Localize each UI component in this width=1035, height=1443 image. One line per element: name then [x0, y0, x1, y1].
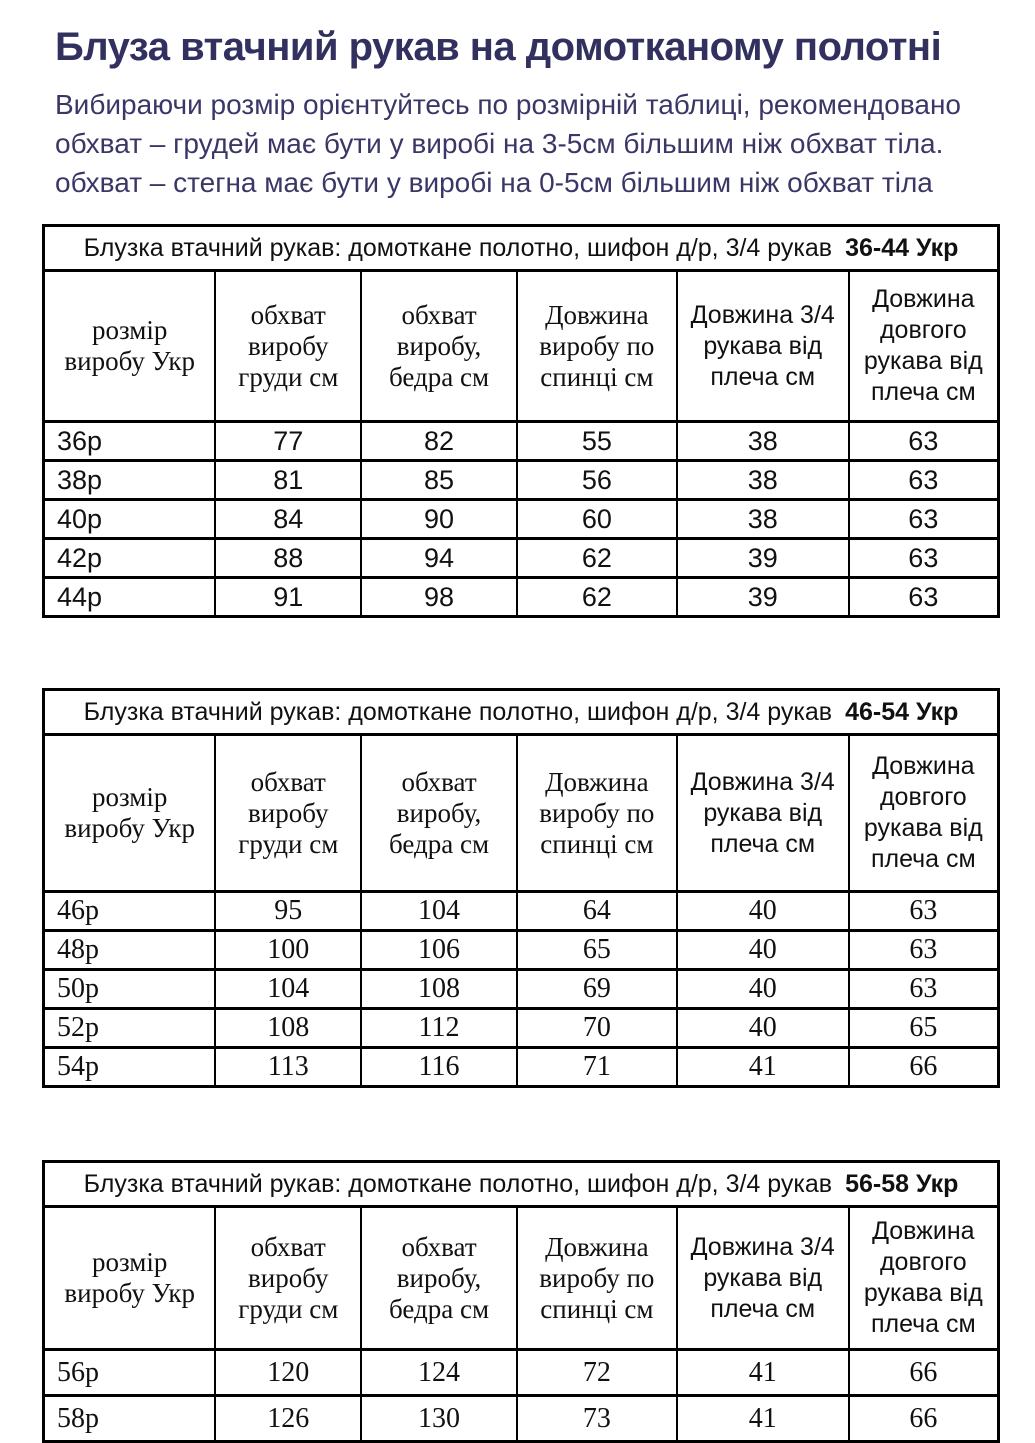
- long-sleeve-cell: 65: [849, 1009, 999, 1048]
- caption-size-range: 46-54 Укр: [845, 697, 959, 726]
- size-cell: 44р: [44, 578, 216, 617]
- sleeve-34-cell: 39: [677, 578, 849, 617]
- table-caption: [44, 690, 999, 735]
- size-cell: 48р: [44, 931, 216, 970]
- long-sleeve-cell: 63: [849, 970, 999, 1009]
- back-length-cell: 64: [517, 892, 677, 931]
- long-sleeve-cell: 63: [849, 892, 999, 931]
- back-length-cell: 71: [517, 1048, 677, 1087]
- column-header-hips: обхват виробу, бедра см: [361, 1207, 517, 1350]
- intro-text: [55, 85, 1005, 202]
- chest-cell: 108: [215, 1009, 361, 1048]
- size-table-56-58: [42, 1160, 1000, 1443]
- back-length-cell: 70: [517, 1009, 677, 1048]
- column-header-long-sleeve: Довжина довгого рукава від плеча см: [849, 271, 999, 422]
- table-caption-row: [44, 226, 999, 271]
- column-header-sleeve-34: Довжина 3/4 рукава від плеча см: [677, 271, 849, 422]
- column-header-long-sleeve: Довжина довгого рукава від плеча см: [849, 735, 999, 892]
- column-header-back-length: Довжина виробу по спинці см: [517, 271, 677, 422]
- chest-cell: 88: [215, 539, 361, 578]
- table-caption-row: [44, 1162, 999, 1207]
- size-table-36-44: [42, 224, 1000, 618]
- intro-line-2: обхват – грудей має бути у виробі на 3-5см більшим ніж обхват тіла.: [55, 128, 944, 159]
- sleeve-34-cell: 40: [677, 892, 849, 931]
- column-header-long-sleeve: Довжина довгого рукава від плеча см: [849, 1207, 999, 1350]
- hips-cell: 116: [361, 1048, 517, 1087]
- chest-cell: 126: [215, 1396, 361, 1442]
- table-row: [44, 1009, 999, 1048]
- size-cell: 40р: [44, 500, 216, 539]
- hips-cell: 98: [361, 578, 517, 617]
- size-cell: 38р: [44, 461, 216, 500]
- hips-cell: 90: [361, 500, 517, 539]
- size-cell: 50р: [44, 970, 216, 1009]
- column-header-size: розмір виробу Укр: [44, 1207, 216, 1350]
- column-header-hips: обхват виробу, бедра см: [361, 735, 517, 892]
- sleeve-34-cell: 38: [677, 500, 849, 539]
- column-header-chest: обхват виробу груди см: [215, 1207, 361, 1350]
- table-row: [44, 500, 999, 539]
- long-sleeve-cell: 63: [849, 578, 999, 617]
- hips-cell: 106: [361, 931, 517, 970]
- caption-text: Блузка втачний рукав: домоткане полотно, шифон д/р, 3/4 рукав: [83, 1169, 833, 1198]
- table-row: [44, 1350, 999, 1396]
- table-row: [44, 422, 999, 461]
- chest-cell: 104: [215, 970, 361, 1009]
- sleeve-34-cell: 38: [677, 461, 849, 500]
- chest-cell: 113: [215, 1048, 361, 1087]
- column-header-size: розмір виробу Укр: [44, 735, 216, 892]
- column-header-size: розмір виробу Укр: [44, 271, 216, 422]
- table-row: [44, 931, 999, 970]
- intro-line-3: обхват – стегна має бути у виробі на 0-5см більшим ніж обхват тіла: [55, 167, 933, 198]
- column-header-chest: обхват виробу груди см: [215, 735, 361, 892]
- back-length-cell: 73: [517, 1396, 677, 1442]
- hips-cell: 112: [361, 1009, 517, 1048]
- hips-cell: 124: [361, 1350, 517, 1396]
- long-sleeve-cell: 63: [849, 931, 999, 970]
- column-header-hips: обхват виробу, бедра см: [361, 271, 517, 422]
- sleeve-34-cell: 41: [677, 1048, 849, 1087]
- sleeve-34-cell: 40: [677, 931, 849, 970]
- page-title: Блуза втачний рукав на домотканому полотні: [55, 25, 942, 69]
- sleeve-34-cell: 41: [677, 1396, 849, 1442]
- hips-cell: 85: [361, 461, 517, 500]
- table-row: [44, 1396, 999, 1442]
- back-length-cell: 62: [517, 539, 677, 578]
- long-sleeve-cell: 63: [849, 461, 999, 500]
- hips-cell: 94: [361, 539, 517, 578]
- caption-size-range: 56-58 Укр: [845, 1169, 959, 1198]
- table-row: [44, 970, 999, 1009]
- back-length-cell: 56: [517, 461, 677, 500]
- hips-cell: 82: [361, 422, 517, 461]
- long-sleeve-cell: 63: [849, 500, 999, 539]
- column-header-sleeve-34: Довжина 3/4 рукава від плеча см: [677, 1207, 849, 1350]
- table-row: [44, 461, 999, 500]
- sleeve-34-cell: 40: [677, 970, 849, 1009]
- table-caption: [44, 226, 999, 271]
- table-caption: [44, 1162, 999, 1207]
- table-row: [44, 539, 999, 578]
- table-header-row: [44, 735, 999, 892]
- column-header-chest: обхват виробу груди см: [215, 271, 361, 422]
- long-sleeve-cell: 66: [849, 1048, 999, 1087]
- sleeve-34-cell: 41: [677, 1350, 849, 1396]
- hips-cell: 104: [361, 892, 517, 931]
- caption-size-range: 36-44 Укр: [845, 233, 959, 262]
- back-length-cell: 65: [517, 931, 677, 970]
- back-length-cell: 55: [517, 422, 677, 461]
- table-row: [44, 1048, 999, 1087]
- long-sleeve-cell: 63: [849, 422, 999, 461]
- long-sleeve-cell: 66: [849, 1396, 999, 1442]
- back-length-cell: 60: [517, 500, 677, 539]
- column-header-sleeve-34: Довжина 3/4 рукава від плеча см: [677, 735, 849, 892]
- chest-cell: 100: [215, 931, 361, 970]
- caption-text: Блузка втачний рукав: домоткане полотно, шифон д/р, 3/4 рукав: [83, 233, 833, 262]
- table-row: [44, 892, 999, 931]
- column-header-back-length: Довжина виробу по спинці см: [517, 735, 677, 892]
- chest-cell: 95: [215, 892, 361, 931]
- long-sleeve-cell: 66: [849, 1350, 999, 1396]
- hips-cell: 130: [361, 1396, 517, 1442]
- intro-line-1: Вибираючи розмір орієнтуйтесь по розмірній таблиці, рекомендовано: [55, 89, 961, 120]
- hips-cell: 108: [361, 970, 517, 1009]
- chest-cell: 84: [215, 500, 361, 539]
- size-cell: 52р: [44, 1009, 216, 1048]
- table-row: [44, 578, 999, 617]
- sleeve-34-cell: 40: [677, 1009, 849, 1048]
- back-length-cell: 69: [517, 970, 677, 1009]
- sleeve-34-cell: 39: [677, 539, 849, 578]
- chest-cell: 120: [215, 1350, 361, 1396]
- sleeve-34-cell: 38: [677, 422, 849, 461]
- column-header-back-length: Довжина виробу по спинці см: [517, 1207, 677, 1350]
- size-cell: 36р: [44, 422, 216, 461]
- chest-cell: 91: [215, 578, 361, 617]
- size-cell: 42р: [44, 539, 216, 578]
- size-table-46-54: [42, 688, 1000, 1088]
- size-cell: 58р: [44, 1396, 216, 1442]
- table-header-row: [44, 1207, 999, 1350]
- back-length-cell: 72: [517, 1350, 677, 1396]
- size-cell: 56р: [44, 1350, 216, 1396]
- chest-cell: 77: [215, 422, 361, 461]
- chest-cell: 81: [215, 461, 361, 500]
- long-sleeve-cell: 63: [849, 539, 999, 578]
- size-cell: 54р: [44, 1048, 216, 1087]
- size-cell: 46р: [44, 892, 216, 931]
- caption-text: Блузка втачний рукав: домоткане полотно, шифон д/р, 3/4 рукав: [83, 697, 833, 726]
- table-caption-row: [44, 690, 999, 735]
- table-header-row: [44, 271, 999, 422]
- back-length-cell: 62: [517, 578, 677, 617]
